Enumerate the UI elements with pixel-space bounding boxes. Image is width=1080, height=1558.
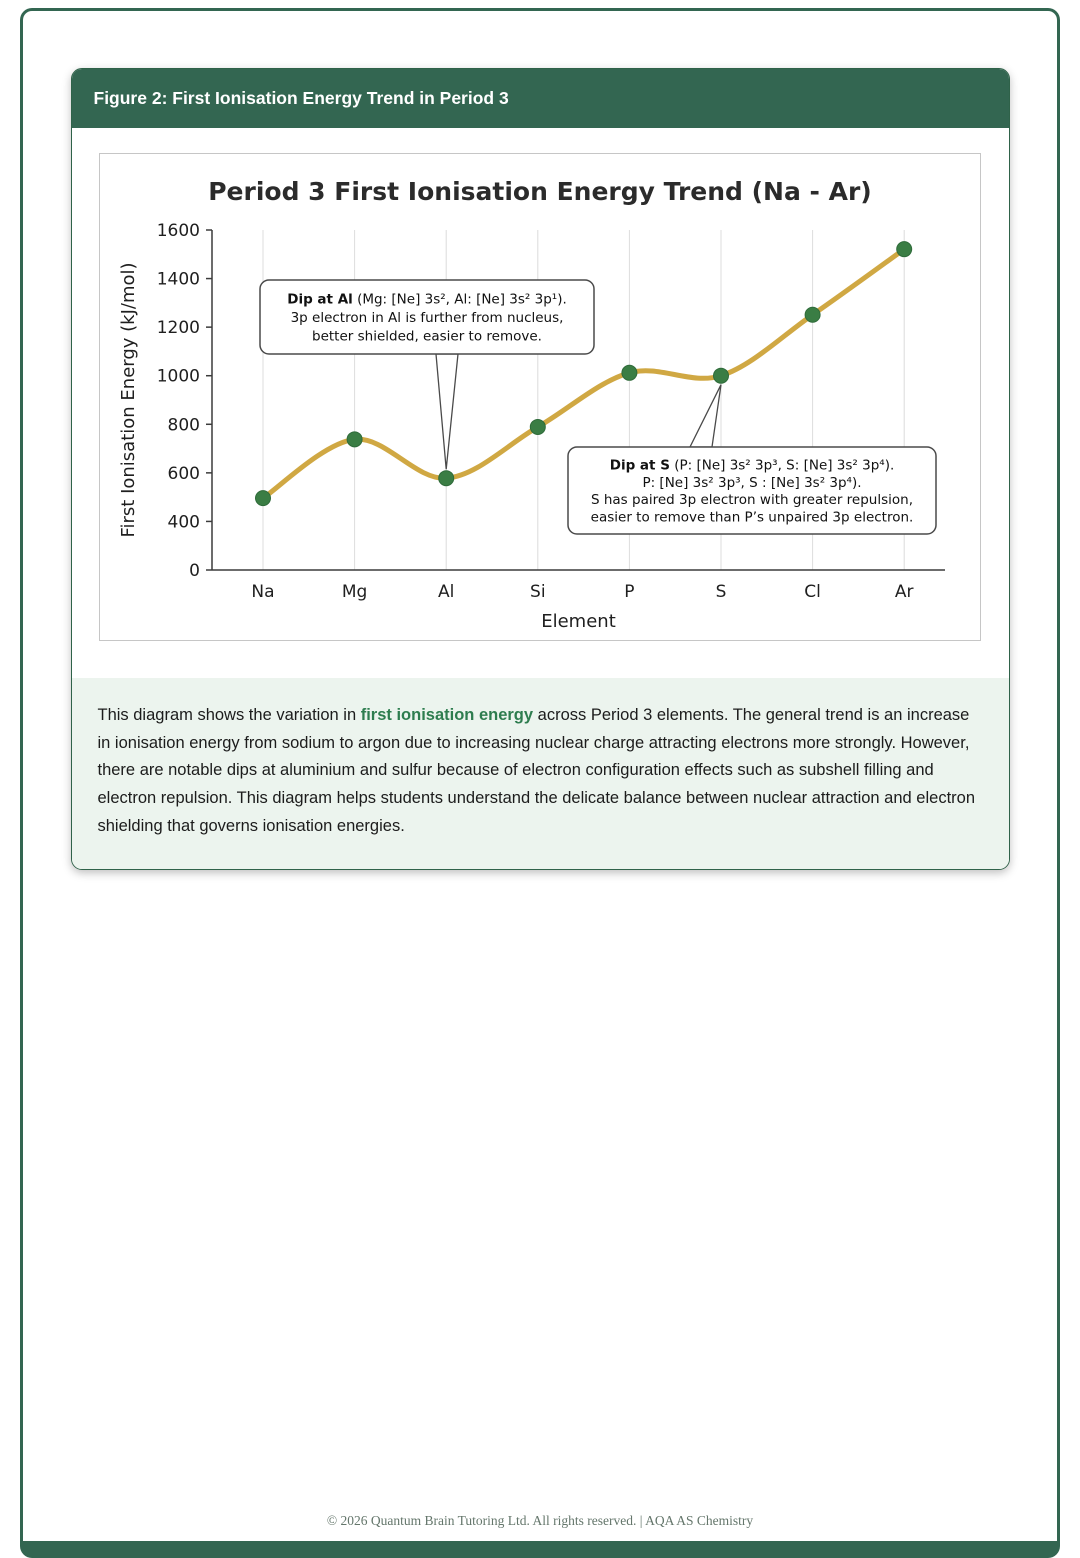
svg-text:Al: Al	[438, 582, 455, 602]
page-footer	[23, 1513, 1057, 1541]
footer-text: © 2026 Quantum Brain Tutoring Ltd. All rights reserved. | AQA AS Chemistry	[326, 1513, 754, 1528]
svg-text:1600: 1600	[156, 221, 200, 241]
svg-text:Dip at S (P: [Ne] 3s² 3p³, S:: Dip at S (P: [Ne] 3s² 3p³, S: [Ne] 3s² 3p⁴).	[609, 457, 895, 474]
chart-frame	[99, 153, 981, 641]
figure-caption	[72, 678, 1009, 869]
svg-text:800: 800	[167, 415, 200, 436]
svg-text:400: 400	[167, 512, 200, 533]
svg-text:1000: 1000	[156, 366, 200, 387]
svg-text:Dip at Al (Mg: [Ne] 3s², Al: [: Dip at Al (Mg: [Ne] 3s², Al: [Ne] 3s² 3p¹).	[287, 291, 567, 308]
svg-text:Si: Si	[530, 582, 546, 602]
caption-part1: This diagram shows the variation in	[97, 706, 361, 724]
caption-text	[98, 702, 983, 841]
svg-text:1200: 1200	[156, 318, 200, 339]
svg-text:1400: 1400	[156, 269, 200, 290]
svg-text:600: 600	[167, 463, 200, 484]
svg-text:Cl: Cl	[804, 582, 821, 602]
svg-text:P: [Ne] 3s² 3p³, S : [Ne] 3s: P: [Ne] 3s² 3p³, S : [Ne] 3s² 3p⁴).	[642, 474, 862, 491]
svg-text:3p electron in Al is further f: 3p electron in Al is further from nucleus,	[290, 310, 564, 326]
svg-text:Mg: Mg	[341, 582, 368, 602]
svg-text:S has paired 3p electron with: S has paired 3p electron with greater repulsion,	[590, 492, 914, 509]
figure-card	[71, 68, 1010, 870]
svg-text:better shielded, easier to rem: better shielded, easier to remove.	[312, 328, 542, 345]
figure-title: Figure 2: First Ionisation Energy Trend in Period 3	[93, 88, 509, 108]
svg-text:Ar: Ar	[894, 582, 914, 602]
svg-text:easier to remove than P’s unpa: easier to remove than P’s unpaired 3p electron.	[590, 509, 914, 526]
ionisation-energy-chart	[100, 154, 980, 640]
svg-text:Na: Na	[251, 582, 275, 602]
page-frame	[20, 8, 1060, 1558]
svg-text:First Ionisation Energy (kJ/mo: First Ionisation Energy (kJ/mol)	[118, 262, 139, 538]
svg-text:Element: Element	[541, 611, 616, 632]
svg-text:Period 3 First Ionisation Ener: Period 3 First Ionisation Energy Trend (Na - Ar)	[208, 177, 872, 206]
caption-highlight: first ionisation energy	[360, 706, 534, 724]
figure-body	[72, 128, 1009, 678]
svg-text:P: P	[624, 582, 635, 602]
figure-header	[72, 69, 1009, 128]
svg-text:S: S	[715, 582, 727, 602]
caption-part2: across Period 3 elements. The general trend is an increase in ionisation energy from sodium to argon due to increasing nuclear charge attracting electrons more strongly. However, there are notable dips at aluminium and sulfur because of electron configuration effects such as subshell filling and electron repulsion. This diagram helps students understand the delicate balance between nuclear attraction and electron shielding that governs ionisation energies.	[97, 706, 975, 835]
svg-text:0: 0	[189, 561, 200, 581]
